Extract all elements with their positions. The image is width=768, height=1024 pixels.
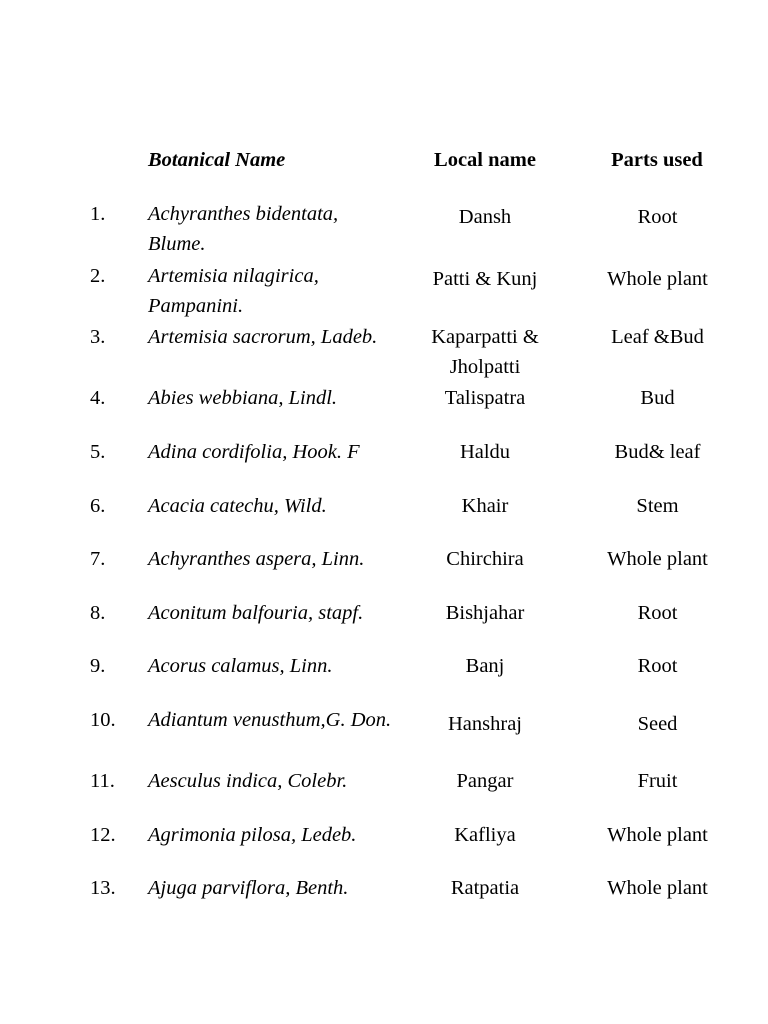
parts-used: Leaf &Bud	[611, 326, 704, 348]
row-number: 6.	[90, 495, 106, 517]
local-name: Khair	[461, 495, 509, 517]
botanical-name: Achyranthes aspera, Linn.	[148, 548, 365, 570]
header-botanical-name: Botanical Name	[148, 149, 286, 171]
local-name: Patti & Kunj	[432, 268, 538, 290]
table-header	[0, 146, 768, 176]
parts-used: Whole plant	[607, 824, 708, 846]
botanical-name: Achyranthes bidentata, Blume.	[148, 203, 339, 255]
row-number: 11.	[90, 770, 115, 792]
parts-used: Fruit	[637, 770, 678, 792]
parts-used: Whole plant	[607, 268, 708, 290]
local-name: Talispatra	[444, 387, 526, 409]
row-number: 10.	[90, 709, 116, 731]
header-parts-used: Parts used	[611, 149, 703, 171]
local-name: Kafliya	[454, 824, 516, 846]
botanical-name: Ajuga parviflora, Benth.	[148, 877, 349, 899]
row-number: 7.	[90, 548, 106, 570]
botanical-name: Artemisia nilagirica, Pampanini.	[148, 265, 319, 317]
parts-used: Whole plant	[607, 548, 708, 570]
botanical-name: Aconitum balfouria, stapf.	[148, 602, 364, 624]
local-name: Haldu	[459, 441, 511, 463]
local-name: Banj	[465, 655, 505, 677]
local-name: Hanshraj	[447, 713, 522, 735]
botanical-name: Acacia catechu, Wild.	[148, 495, 327, 517]
row-number: 8.	[90, 602, 106, 624]
local-name: Dansh	[458, 206, 512, 228]
parts-used: Root	[637, 602, 678, 624]
parts-used: Seed	[637, 713, 678, 735]
row-number: 1.	[90, 203, 106, 225]
botanical-name: Adina cordifolia, Hook. F	[148, 441, 360, 463]
parts-used: Whole plant	[607, 877, 708, 899]
parts-used: Root	[637, 206, 678, 228]
botanical-name: Aesculus indica, Colebr.	[148, 770, 348, 792]
local-name: Pangar	[456, 770, 514, 792]
local-name: Ratpatia	[450, 877, 520, 899]
botanical-name: Adiantum venusthum,G. Don.	[148, 709, 392, 731]
botanical-name: Abies webbiana, Lindl.	[148, 387, 338, 409]
botanical-name: Acorus calamus, Linn.	[148, 655, 333, 677]
parts-used: Bud& leaf	[614, 441, 701, 463]
local-name: Kaparpatti & Jholpatti	[431, 326, 539, 378]
row-number: 12.	[90, 824, 116, 846]
row-number: 13.	[90, 877, 116, 899]
row-number: 3.	[90, 326, 106, 348]
parts-used: Stem	[636, 495, 679, 517]
row-number: 4.	[90, 387, 106, 409]
header-local-name: Local name	[434, 149, 536, 171]
botanical-name: Agrimonia pilosa, Ledeb.	[148, 824, 357, 846]
local-name: Chirchira	[446, 548, 524, 570]
row-number: 5.	[90, 441, 106, 463]
local-name: Bishjahar	[445, 602, 525, 624]
parts-used: Bud	[640, 387, 675, 409]
row-number: 2.	[90, 265, 106, 287]
row-number: 9.	[90, 655, 106, 677]
parts-used: Root	[637, 655, 678, 677]
botanical-name: Artemisia sacrorum, Ladeb.	[148, 326, 378, 348]
